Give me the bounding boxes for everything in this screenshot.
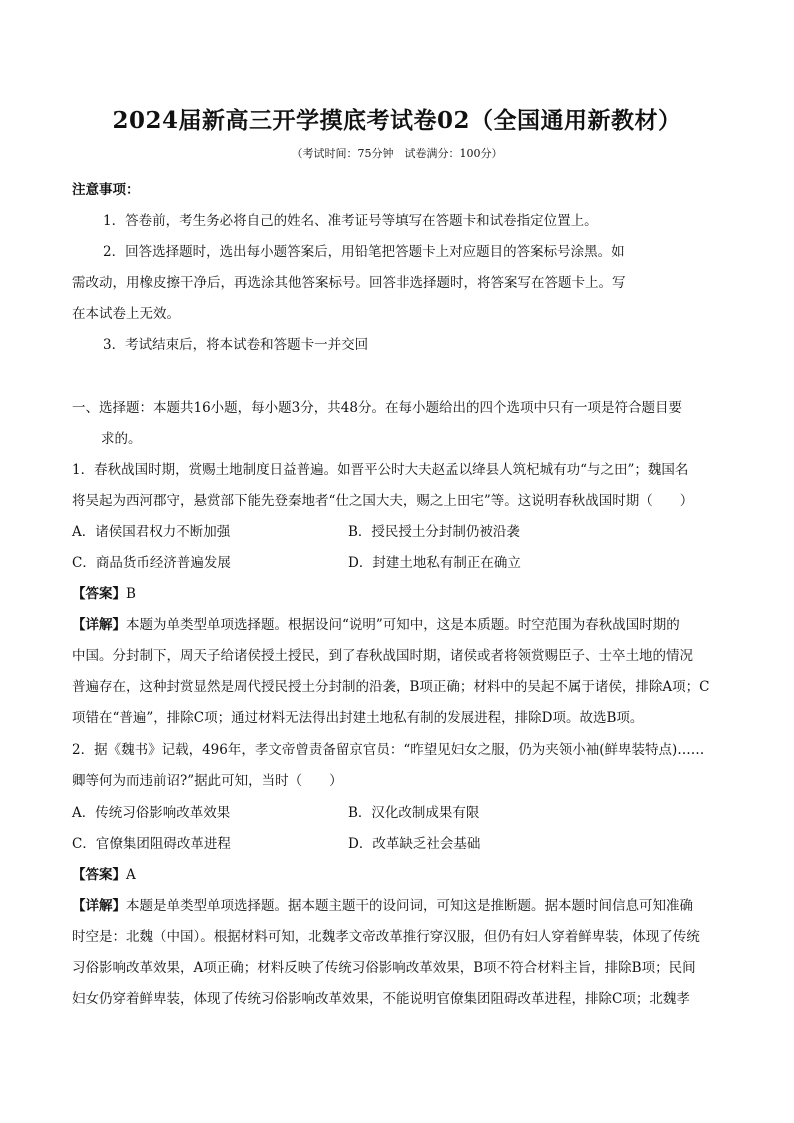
q1-option-c: C．商品货币经济普遍发展 xyxy=(72,555,231,571)
q2-stem-line-2: 卿等何为而违前诏?”据此可知，当时（ ） xyxy=(72,773,343,789)
q1-detail-line-2: 中国。分封制下，周天子给诸侯授土授民，到了春秋战国时期，诸侯或者将领赏赐臣子、士卒土地的情况 xyxy=(72,648,693,664)
q2-option-d: D．改革缺乏社会基础 xyxy=(348,836,481,852)
q1-option-b: B．授民授土分封制仍被沿袭 xyxy=(348,524,520,540)
q1-answer-tag: 【答案】 xyxy=(72,586,126,602)
q2-answer-tag: 【答案】 xyxy=(72,867,126,883)
exam-info: （考试时间：75分钟 试卷满分：100分） xyxy=(291,147,503,160)
q1-stem-line-1: 1．春秋战国时期，赏赐土地制度日益普遍。如晋平公时大夫赵孟以绛县人筑杞城有功“与之田”；魏国名 xyxy=(72,462,689,478)
notice-heading: 注意事项： xyxy=(72,182,140,198)
notice-item-1: 1．答卷前，考生务必将自己的姓名、准考证号等填写在答题卡和试卷指定位置上。 xyxy=(103,213,598,229)
q2-answer xyxy=(72,863,136,883)
q2-detail-line-3: 习俗影响改革效果，A项正确；材料反映了传统习俗影响改革效果，B项不符合材料主旨，排除B项；民间 xyxy=(72,960,696,976)
q2-detail-line-2: 时空是：北魏（中国）。根据材料可知，北魏孝文帝改革推行穿汉服，但仍有妇人穿着鲜卑装，体现了传统 xyxy=(72,929,700,945)
q1-stem-line-2: 将吴起为西河郡守，悬赏部下能先登秦地者“仕之国大夫，赐之上田宅”等。这说明春秋战国时期（ ） xyxy=(72,493,694,509)
q2-detail-line-4: 妇女仍穿着鲜卑装，体现了传统习俗影响改革效果，不能说明官僚集团阻碍改革进程，排除C项；北魏孝 xyxy=(72,991,690,1007)
notice-item-2-line-3: 在本试卷上无效。 xyxy=(72,306,180,322)
q2-stem-line-1: 2．据《魏书》记载，496年，孝文帝曾责备留京官员：“昨望见妇女之服，仍为夹领小袖(鲜卑装特点)…… xyxy=(72,742,705,758)
notice-item-2-line-1: 2．回答选择题时，选出每小题答案后，用铅笔把答题卡上对应题目的答案标号涂黑。如 xyxy=(103,244,625,260)
q2-detail-tag: 【详解】 xyxy=(72,898,126,914)
q1-detail-text-1: 本题为单类型单项选择题。根据设问“说明”可知中，这是本质题。时空范围为春秋战国时期的 xyxy=(126,617,680,633)
q1-answer xyxy=(72,582,136,602)
q2-option-a: A．传统习俗影响改革效果 xyxy=(72,805,231,821)
q2-option-b: B．汉化改制成果有限 xyxy=(348,805,480,821)
q1-detail-line-1 xyxy=(72,613,680,633)
q1-detail-line-3: 普遍存在，这种封赏显然是周代授民授土分封制的沿袭，B项正确；材料中的吴起不属于诸侯，排除A项；C xyxy=(72,679,710,695)
q2-answer-value: A xyxy=(126,867,136,883)
q2-detail-text-1: 本题是单类型单项选择题。据本题主题干的设问词，可知这是推断题。据本题时间信息可知准确 xyxy=(126,898,693,914)
q1-option-d: D．封建土地私有制正在确立 xyxy=(348,555,521,571)
notice-item-2-line-2: 需改动，用橡皮擦干净后，再选涂其他答案标号。回答非选择题时，将答案写在答题卡上。写 xyxy=(72,275,626,291)
q1-detail-tag: 【详解】 xyxy=(72,617,126,633)
q2-detail-line-1 xyxy=(72,894,693,914)
section-heading-line-1: 一、选择题：本题共16小题，每小题3分，共48分。在每小题给出的四个选项中只有一项是符合题目要 xyxy=(72,400,682,416)
section-heading-line-2: 求的。 xyxy=(101,431,142,447)
q2-option-c: C．官僚集团阻碍改革进程 xyxy=(72,836,231,852)
notice-item-3: 3．考试结束后，将本试卷和答题卡一并交回 xyxy=(103,337,369,353)
page-title: 2024届新高三开学摸底考试卷02（全国通用新教材） xyxy=(112,107,682,134)
q1-option-a: A．诸侯国君权力不断加强 xyxy=(72,524,231,540)
q1-detail-line-4: 项错在“普遍”，排除C项；通过材料无法得出封建土地私有制的发展进程，排除D项。故选B项。 xyxy=(72,710,644,726)
q1-answer-value: B xyxy=(126,586,136,602)
